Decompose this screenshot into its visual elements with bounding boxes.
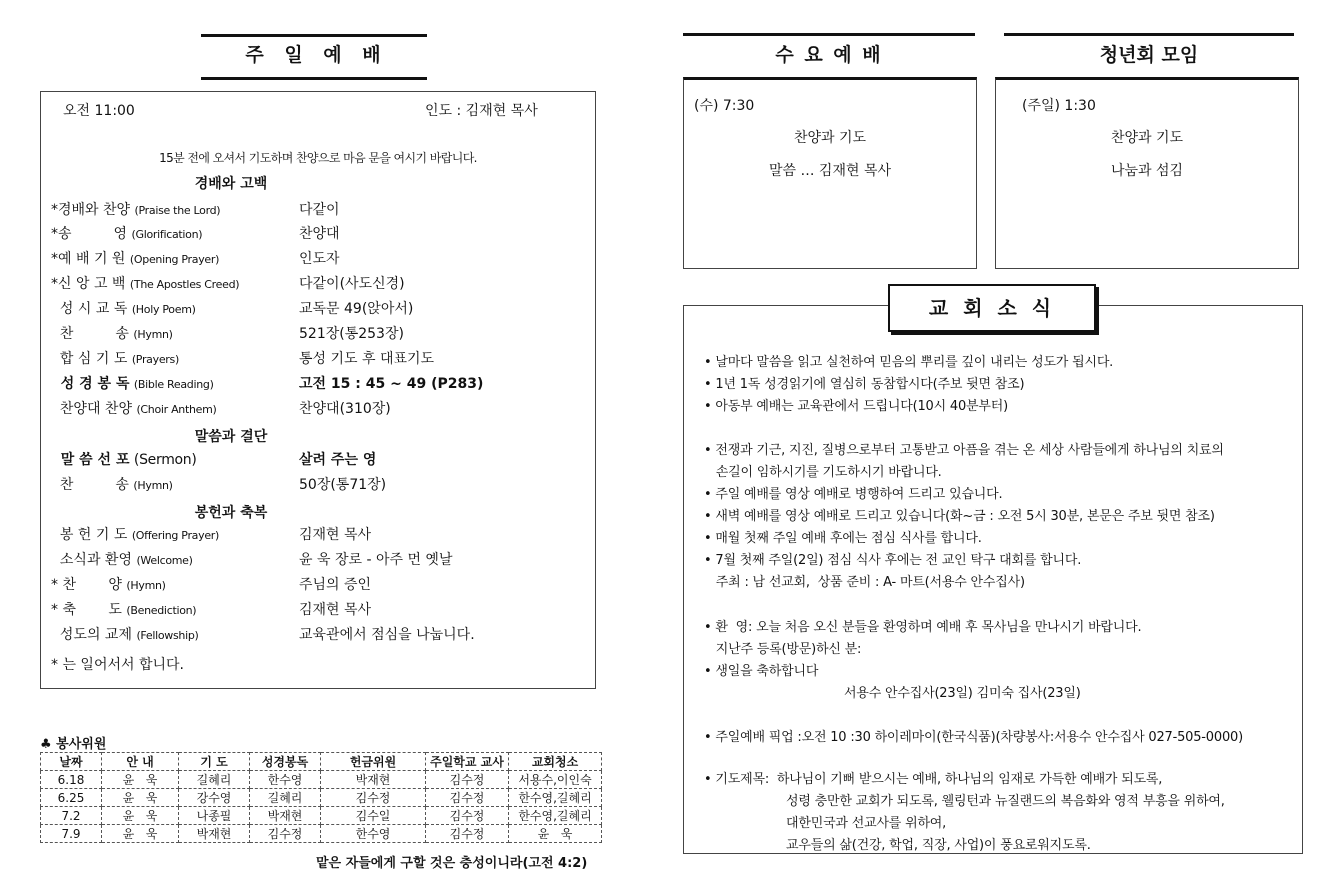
order-item-name: *신 앙 고 백: [51, 276, 126, 292]
order-item: [51, 223, 202, 243]
order-item-name: 찬 송: [51, 477, 129, 493]
volunteers-header-cell: 성경봉독: [250, 753, 321, 771]
order-row: [41, 574, 601, 599]
news-item: 대한민국과 선교사를 위하여,: [786, 816, 947, 831]
volunteers-cell: 김수일: [321, 807, 426, 825]
order-item-value: 교독문 49(앉아서): [299, 301, 414, 317]
intro-note: 15분 전에 오셔서 기도하며 찬양으로 마음 문을 여시기 바랍니다.: [159, 151, 477, 165]
order-item-english: (Prayers): [131, 353, 179, 366]
table-row: [41, 825, 602, 843]
news-item: 교우들의 삶(건강, 학업, 직장, 사업)이 풍요로워지도록.: [786, 838, 1091, 853]
order-item-value: 고전 15 : 45 ~ 49 (P283): [299, 376, 484, 392]
order-item-name: 합 심 기 도: [51, 351, 128, 367]
order-item-name: * 축 도: [51, 602, 122, 618]
order-row: [41, 223, 601, 248]
news-item: • 기도제목: 하나님이 기뻐 받으시는 예배, 하나님의 임재로 가득한 예배가 되도록,: [704, 772, 1163, 787]
order-item-value: 다같이(사도신경): [299, 276, 405, 292]
order-row: [41, 199, 601, 224]
order-item-english: (Glorification): [131, 228, 203, 241]
news-title-box: [888, 284, 1096, 332]
volunteers-cell: 7.9: [41, 825, 102, 843]
youth-header: [1004, 33, 1294, 77]
volunteers-cell: 윤 욱: [102, 771, 179, 789]
volunteers-header-cell: 안 내: [102, 753, 179, 771]
order-item-value: 통성 기도 후 대표기도: [299, 351, 435, 367]
order-item-english: (The Apostles Creed): [129, 278, 240, 291]
volunteers-cell: 김수정: [250, 825, 321, 843]
order-item: [51, 248, 219, 268]
order-item: [51, 474, 173, 494]
volunteers-cell: 강수영: [179, 789, 250, 807]
order-item-name: *송 영: [51, 226, 128, 242]
order-item-value: 50장(통71장): [299, 477, 387, 493]
news-item: • 1년 1독 성경읽기에 열심히 동참합시다(주보 뒷면 참조): [704, 377, 1025, 392]
order-row: [41, 549, 601, 574]
sunday-title: 주 일 예 배: [245, 44, 383, 66]
volunteers-cell: 7.2: [41, 807, 102, 825]
news-item: • 생일을 축하합니다: [704, 664, 819, 679]
order-row: [41, 248, 601, 273]
standing-footnote: * 는 일어서서 합니다.: [51, 657, 184, 673]
youth-time: (주일) 1:30: [1022, 98, 1096, 114]
order-item: [51, 449, 197, 469]
bible-verse: 맡은 자들에게 구할 것은 충성이니라(고전 4:2): [316, 856, 588, 871]
order-item: [51, 273, 239, 293]
order-row: [41, 323, 601, 348]
volunteers-cell: 김수정: [426, 789, 509, 807]
order-row: [41, 474, 601, 499]
wednesday-time: (수) 7:30: [694, 98, 755, 114]
volunteers-title: ♣ 봉사위원: [40, 737, 107, 752]
order-item-value: 인도자: [299, 251, 340, 267]
order-row: [41, 599, 601, 624]
section-title: 경배와 고백: [194, 176, 268, 192]
table-row: [41, 807, 602, 825]
order-item-name: 말 씀 선 포: [51, 452, 130, 468]
section-title: 봉헌과 축복: [194, 505, 268, 521]
news-item: • 아동부 예배는 교육관에서 드립니다(10시 40분부터): [704, 399, 1008, 414]
volunteers-cell: 한수영: [321, 825, 426, 843]
youth-line: 나눔과 섬김: [1110, 163, 1184, 179]
volunteers-header-cell: 날짜: [41, 753, 102, 771]
news-item: 지난주 등록(방문)하신 분:: [704, 642, 862, 657]
order-item: [51, 549, 193, 569]
news-item: • 7월 첫째 주일(2일) 점심 식사 후에는 전 교인 탁구 대회를 합니다.: [704, 553, 1082, 568]
order-item-value: 찬양대(310장): [299, 401, 391, 417]
volunteers-cell: 한수영,길혜리: [509, 807, 602, 825]
volunteers-cell: 윤 욱: [102, 789, 179, 807]
youth-box: [995, 77, 1299, 269]
volunteers-cell: 김수정: [426, 771, 509, 789]
order-item-value: 윤 욱 장로 - 아주 먼 옛날: [299, 552, 453, 568]
order-item-name: 찬양대 찬양: [51, 401, 132, 417]
table-row: [41, 789, 602, 807]
order-item-name: 소식과 환영: [51, 552, 132, 568]
news-item: • 주일 예배를 영상 예배로 병행하여 드리고 있습니다.: [704, 487, 1003, 502]
order-item-value: 다같이: [299, 202, 340, 218]
service-time: 오전 11:00: [63, 103, 135, 119]
order-item-name: 성도의 교제: [51, 627, 132, 643]
order-row: [41, 298, 601, 323]
youth-title: 청년회 모임: [1099, 44, 1199, 66]
volunteers-header-cell: 기 도: [179, 753, 250, 771]
volunteers-cell: 김수정: [426, 807, 509, 825]
volunteers-cell: 6.18: [41, 771, 102, 789]
news-item: 서용수 안수집사(23일) 김미숙 집사(23일): [844, 686, 1081, 701]
order-item-english: (Benediction): [126, 604, 197, 617]
order-item-name: 성 경 봉 독: [51, 376, 130, 392]
order-row: [41, 524, 601, 549]
news-item: 주최 : 남 선교회, 상품 준비 : A- 마트(서용수 안수집사): [704, 575, 1025, 590]
order-item: [51, 348, 179, 368]
order-item-value: 살려 주는 영: [299, 452, 377, 468]
volunteers-cell: 나종필: [179, 807, 250, 825]
order-item-value: 찬양대: [299, 226, 340, 242]
order-item: [51, 199, 220, 219]
volunteers-cell: 길혜리: [250, 789, 321, 807]
volunteers-cell: 윤 욱: [102, 807, 179, 825]
order-item-name: *예 배 기 원: [51, 251, 126, 267]
wednesday-header: [683, 33, 975, 77]
order-item: [51, 323, 173, 343]
order-item: [51, 624, 199, 644]
order-item-english: (Opening Prayer): [129, 253, 220, 266]
wednesday-title: 수 요 예 배: [775, 44, 883, 66]
news-box: [683, 305, 1303, 854]
order-item-name: 찬 송: [51, 326, 129, 342]
order-row: [41, 398, 601, 423]
order-item-name: *경배와 찬양: [51, 202, 131, 218]
order-item: [51, 524, 219, 544]
order-item-value: 주님의 증인: [299, 577, 372, 593]
volunteers-cell: 한수영: [250, 771, 321, 789]
service-leader: 인도 : 김재현 목사: [425, 103, 538, 119]
order-item-english: (Sermon): [133, 452, 197, 468]
order-item: [51, 599, 196, 619]
order-item-value: 521장(통253장): [299, 326, 404, 342]
news-item: 성령 충만한 교회가 되도록, 웰링턴과 뉴질랜드의 복음화와 영적 부흥을 위하여,: [786, 794, 1225, 809]
volunteers-cell: 윤 욱: [509, 825, 602, 843]
order-item-english: (Hymn): [126, 579, 166, 592]
wednesday-line: 찬양과 기도: [793, 130, 867, 146]
order-item-value: 김재현 목사: [299, 602, 372, 618]
news-item: • 날마다 말씀을 읽고 실천하여 믿음의 뿌리를 깊이 내리는 성도가 됩시다.: [704, 355, 1114, 370]
volunteers-header-cell: 교회청소: [509, 753, 602, 771]
volunteers-header-cell: 주일학교 교사: [426, 753, 509, 771]
order-item: [51, 298, 196, 318]
order-row: [41, 373, 601, 398]
order-item-value: 김재현 목사: [299, 527, 372, 543]
order-item-english: (Bible Reading): [133, 378, 214, 391]
order-item-english: (Fellowship): [136, 629, 199, 642]
order-row: [41, 449, 601, 474]
volunteers-table: [40, 752, 602, 843]
order-item-english: (Hymn): [133, 328, 173, 341]
volunteers-cell: 박재현: [179, 825, 250, 843]
order-row: [41, 273, 601, 298]
news-item: • 주일예배 픽업 :오전 10 :30 하이레마이(한국식품)(차량봉사:서용수 안수집사 027-505-0000): [704, 730, 1243, 745]
volunteers-cell: 서용수,이인숙: [509, 771, 602, 789]
news-item: • 전쟁과 기근, 지진, 질병으로부터 고통받고 아픔을 겪는 온 세상 사람들에게 하나님의 치료의: [704, 443, 1224, 458]
order-item-name: 성 시 교 독: [51, 301, 128, 317]
volunteers-cell: 박재현: [321, 771, 426, 789]
volunteers-cell: 김수정: [321, 789, 426, 807]
order-item-name: * 찬 양: [51, 577, 122, 593]
volunteers-cell: 한수영,길혜리: [509, 789, 602, 807]
youth-line: 찬양과 기도: [1110, 130, 1184, 146]
order-item-english: (Offering Prayer): [131, 529, 219, 542]
order-item: [51, 373, 214, 393]
news-item: 손길이 임하시기를 기도하시기 바랍니다.: [704, 465, 942, 480]
order-item: [51, 574, 166, 594]
order-item-english: (Hymn): [133, 479, 173, 492]
order-item-english: (Welcome): [136, 554, 193, 567]
wednesday-box: [683, 77, 977, 269]
news-item: • 새벽 예배를 영상 예배로 드리고 있습니다(화~금 : 오전 5시 30분, 본문은 주보 뒷면 참조): [704, 509, 1215, 524]
order-item-english: (Choir Anthem): [136, 403, 217, 416]
volunteers-cell: 길혜리: [179, 771, 250, 789]
order-row: [41, 624, 601, 649]
volunteers-cell: 6.25: [41, 789, 102, 807]
volunteers-cell: 윤 욱: [102, 825, 179, 843]
order-item-english: (Holy Poem): [131, 303, 196, 316]
wednesday-line: 말씀 … 김재현 목사: [768, 163, 892, 179]
order-item-value: 교육관에서 점심을 나눕니다.: [299, 627, 475, 643]
order-item-name: 봉 헌 기 도: [51, 527, 128, 543]
sunday-header: [201, 34, 427, 80]
order-item: [51, 398, 217, 418]
volunteers-cell: 박재현: [250, 807, 321, 825]
volunteers-header-cell: 헌금위원: [321, 753, 426, 771]
order-item-english: (Praise the Lord): [134, 204, 221, 217]
section-title: 말씀과 결단: [194, 429, 268, 445]
news-title: 교 회 소 식: [928, 296, 1056, 320]
sunday-order-box: [40, 91, 596, 689]
news-item: • 매월 첫째 주일 예배 후에는 점심 식사를 합니다.: [704, 531, 982, 546]
table-row: [41, 771, 602, 789]
order-row: [41, 348, 601, 373]
news-item: • 환 영: 오늘 처음 오신 분들을 환영하며 예배 후 목사님을 만나시기 바랍니다.: [704, 620, 1142, 635]
volunteers-cell: 김수정: [426, 825, 509, 843]
